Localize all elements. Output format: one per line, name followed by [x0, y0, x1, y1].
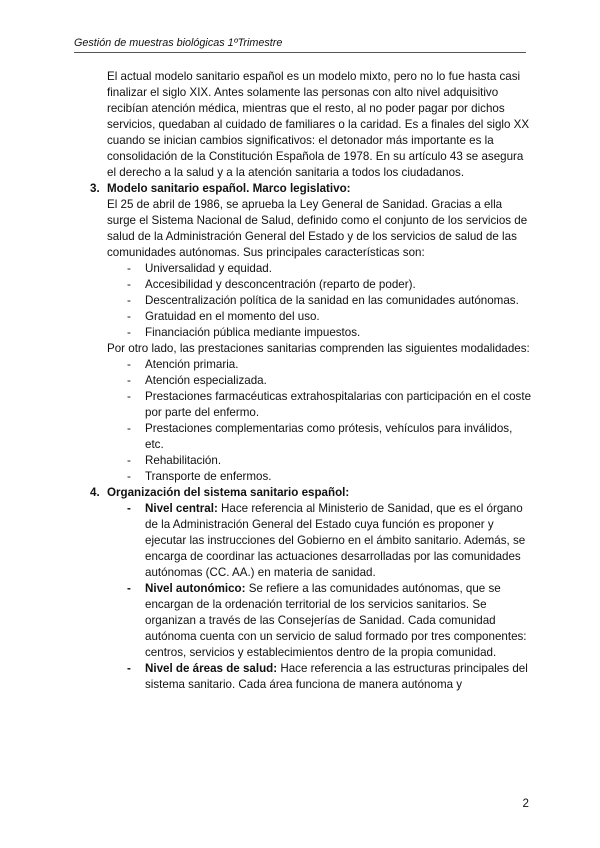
- list-item: - Universalidad y equidad.: [145, 261, 534, 277]
- level-item-central: [145, 501, 534, 581]
- list-item: - Atención especializada.: [145, 373, 534, 389]
- section-3-heading: [74, 181, 534, 197]
- section-3-title: Modelo sanitario español. Marco legislativo:: [107, 182, 351, 195]
- running-header: Gestión de muestras biológicas 1ºTrimestre: [74, 37, 283, 49]
- list-item: - Prestaciones complementarias como prótesis, vehículos para inválidos, etc.: [145, 421, 534, 453]
- list-item: - Prestaciones farmacéuticas extrahospitalarias con participación en el coste por parte del enfermo.: [145, 389, 534, 421]
- section-3-paragraph: El 25 de abril de 1986, se aprueba la Ley General de Sanidad. Gracias a ella surge el Sistema Nacional de Salud, definido como el conjunto de los servicios de salud de la Administración General del Estado y de los servicios de salud de las comunidades autónomas. Sus principales características son:: [107, 198, 528, 259]
- level-term: Nivel central:: [145, 502, 218, 515]
- page-body: [74, 69, 534, 693]
- section-4-title: Organización del sistema sanitario español:: [107, 486, 350, 499]
- levels-list: [74, 501, 534, 693]
- level-term: Nivel de áreas de salud:: [145, 662, 278, 675]
- section-4-heading: [74, 485, 534, 501]
- section-3-number: 3.: [90, 182, 100, 195]
- list-item: - Rehabilitación.: [145, 453, 534, 469]
- section-3-paragraph-2: Por otro lado, las prestaciones sanitarias comprenden las siguientes modalidades:: [107, 342, 530, 355]
- list-item: - Accesibilidad y desconcentración (reparto de poder).: [145, 277, 534, 293]
- characteristics-list: [74, 261, 534, 341]
- list-item: - Gratuidad en el momento del uso.: [145, 309, 534, 325]
- modalities-list: [74, 357, 534, 485]
- level-text: Hace referencia a las estructuras principales del sistema sanitario. Cada área funciona de manera autónoma y: [145, 662, 528, 691]
- header-divider: [74, 52, 526, 53]
- section-4-number: 4.: [90, 486, 100, 499]
- intro-paragraph: El actual modelo sanitario español es un modelo mixto, pero no lo fue hasta casi finalizar el siglo XIX. Antes solamente las personas con alto nivel adquisitivo recibían atención médica, mientras que el resto, al no poder pagar por dichos servicios, quedaban al cuidado de familiares o la caridad. Es a finales del siglo XX cuando se inician cambios significativos: el detonador más importante es la consolidación de la Constitución Española de 1978. En su artículo 43 se asegura el derecho a la salud y a la atención sanitaria a todos los ciudadanos.: [107, 70, 530, 179]
- list-item: - Financiación pública mediante impuestos.: [145, 325, 534, 341]
- level-term: Nivel autonómico:: [145, 582, 246, 595]
- level-text: Hace referencia al Ministerio de Sanidad, que es el órgano de la Administración General del Estado cuya función es proponer y ejecutar las instrucciones del Gobierno en el ámbito sanitario. Además, se encarga de coordinar las actuaciones desarrolladas por las comunidades autónomas (CC. AA.) en materia de sanidad.: [145, 502, 526, 579]
- page-number: 2: [522, 797, 529, 810]
- list-item: - Descentralización política de la sanidad en las comunidades autónomas.: [145, 293, 534, 309]
- list-item: - Transporte de enfermos.: [145, 469, 534, 485]
- list-item: - Atención primaria.: [145, 357, 534, 373]
- level-item-autonomico: [145, 581, 534, 661]
- level-item-areas-salud: [145, 661, 534, 693]
- level-text: Se refiere a las comunidades autónomas, que se encargan de la ordenación territorial de los servicios sanitarios. Se organizan a través de las Consejerías de Sanidad. Cada comunidad autónoma cuenta con un servicio de salud formado por tres componentes: centros, servicios y establecimientos dentro de la propia comunidad.: [145, 582, 527, 659]
